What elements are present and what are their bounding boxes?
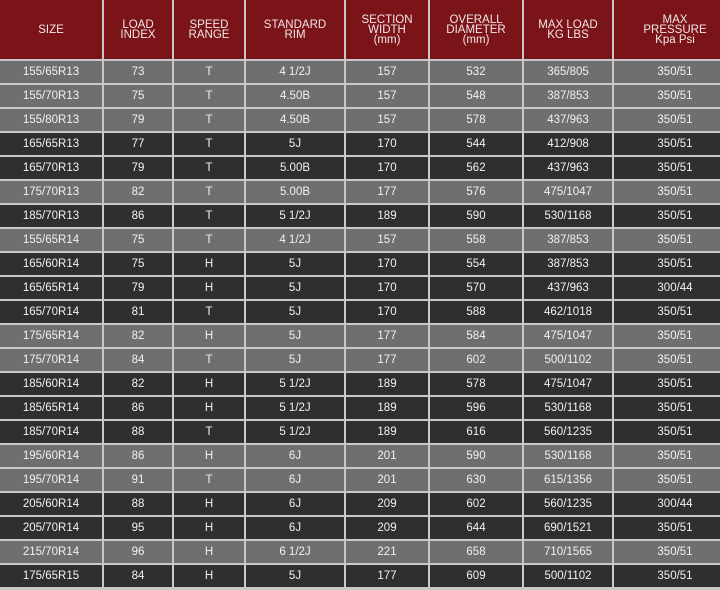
cell-overall-diameter: 584 (430, 325, 522, 347)
cell-size: 175/70R14 (0, 349, 102, 371)
cell-overall-diameter: 609 (430, 565, 522, 587)
header-size (0, 0, 102, 59)
cell-max-load: 710/1565 (524, 541, 612, 563)
table-row (0, 277, 720, 299)
cell-max-load: 437/963 (524, 109, 612, 131)
header-row (0, 0, 720, 59)
cell-max-load: 387/853 (524, 229, 612, 251)
cell-standard-rim: 5.00B (246, 181, 344, 203)
header-max-pressure (614, 0, 720, 59)
cell-max-pressure: 350/51 (614, 229, 720, 251)
cell-standard-rim: 5J (246, 277, 344, 299)
cell-max-load: 462/1018 (524, 301, 612, 323)
cell-speed-range: T (174, 85, 244, 107)
cell-section-width: 201 (346, 469, 428, 491)
table-row (0, 469, 720, 491)
cell-size: 205/70R14 (0, 517, 102, 539)
cell-size: 165/70R14 (0, 301, 102, 323)
cell-section-width: 170 (346, 277, 428, 299)
table-row (0, 565, 720, 587)
cell-max-load: 530/1168 (524, 445, 612, 467)
cell-load-index: 86 (104, 397, 172, 419)
cell-max-load: 437/963 (524, 277, 612, 299)
cell-load-index: 86 (104, 445, 172, 467)
cell-speed-range: T (174, 421, 244, 443)
cell-max-pressure: 350/51 (614, 205, 720, 227)
table-row (0, 421, 720, 443)
cell-overall-diameter: 616 (430, 421, 522, 443)
table-row (0, 157, 720, 179)
cell-load-index: 81 (104, 301, 172, 323)
header-line: SECTION (361, 13, 413, 26)
cell-max-pressure: 350/51 (614, 109, 720, 131)
cell-overall-diameter: 548 (430, 85, 522, 107)
cell-overall-diameter: 532 (430, 61, 522, 83)
cell-standard-rim: 4 1/2J (246, 229, 344, 251)
cell-speed-range: H (174, 373, 244, 395)
cell-size: 195/60R14 (0, 445, 102, 467)
cell-load-index: 75 (104, 229, 172, 251)
cell-size: 175/70R13 (0, 181, 102, 203)
cell-standard-rim: 5 1/2J (246, 421, 344, 443)
cell-standard-rim: 5 1/2J (246, 397, 344, 419)
cell-max-pressure: 350/51 (614, 133, 720, 155)
cell-load-index: 75 (104, 253, 172, 275)
cell-max-load: 387/853 (524, 253, 612, 275)
cell-section-width: 177 (346, 325, 428, 347)
cell-load-index: 82 (104, 181, 172, 203)
cell-section-width: 157 (346, 85, 428, 107)
table-row (0, 373, 720, 395)
cell-section-width: 170 (346, 133, 428, 155)
cell-max-pressure: 350/51 (614, 517, 720, 539)
cell-section-width: 221 (346, 541, 428, 563)
cell-overall-diameter: 590 (430, 445, 522, 467)
cell-size: 185/70R14 (0, 421, 102, 443)
cell-max-pressure: 350/51 (614, 157, 720, 179)
header-section-width (346, 0, 428, 59)
cell-speed-range: T (174, 157, 244, 179)
cell-size: 175/65R14 (0, 325, 102, 347)
header-line: DIAMETER (446, 23, 506, 36)
cell-size: 205/60R14 (0, 493, 102, 515)
header-line: SIZE (38, 23, 64, 36)
cell-speed-range: H (174, 493, 244, 515)
cell-overall-diameter: 596 (430, 397, 522, 419)
table-row (0, 445, 720, 467)
cell-load-index: 86 (104, 205, 172, 227)
cell-size: 175/65R15 (0, 565, 102, 587)
cell-section-width: 177 (346, 349, 428, 371)
cell-max-pressure: 350/51 (614, 373, 720, 395)
cell-load-index: 79 (104, 277, 172, 299)
cell-standard-rim: 4.50B (246, 109, 344, 131)
cell-max-pressure: 350/51 (614, 421, 720, 443)
cell-speed-range: T (174, 109, 244, 131)
cell-max-pressure: 350/51 (614, 565, 720, 587)
cell-max-load: 475/1047 (524, 181, 612, 203)
cell-max-load: 475/1047 (524, 373, 612, 395)
cell-speed-range: T (174, 181, 244, 203)
cell-section-width: 170 (346, 253, 428, 275)
cell-max-load: 530/1168 (524, 397, 612, 419)
cell-load-index: 79 (104, 109, 172, 131)
cell-speed-range: H (174, 253, 244, 275)
cell-overall-diameter: 590 (430, 205, 522, 227)
cell-load-index: 95 (104, 517, 172, 539)
header-line: RANGE (188, 28, 230, 41)
header-line: PRESSURE (643, 23, 707, 36)
cell-speed-range: T (174, 133, 244, 155)
table-row (0, 541, 720, 563)
cell-size: 155/80R13 (0, 109, 102, 131)
cell-max-load: 690/1521 (524, 517, 612, 539)
cell-load-index: 82 (104, 373, 172, 395)
cell-standard-rim: 6J (246, 469, 344, 491)
cell-overall-diameter: 544 (430, 133, 522, 155)
cell-standard-rim: 6J (246, 493, 344, 515)
cell-section-width: 189 (346, 397, 428, 419)
table-row (0, 325, 720, 347)
cell-max-pressure: 350/51 (614, 301, 720, 323)
cell-section-width: 189 (346, 205, 428, 227)
cell-speed-range: H (174, 541, 244, 563)
cell-max-load: 365/805 (524, 61, 612, 83)
cell-overall-diameter: 578 (430, 109, 522, 131)
cell-max-pressure: 350/51 (614, 541, 720, 563)
cell-size: 155/65R14 (0, 229, 102, 251)
cell-size: 155/70R13 (0, 85, 102, 107)
cell-standard-rim: 5J (246, 133, 344, 155)
cell-max-pressure: 350/51 (614, 469, 720, 491)
cell-load-index: 88 (104, 421, 172, 443)
cell-overall-diameter: 554 (430, 253, 522, 275)
cell-size: 165/65R14 (0, 277, 102, 299)
header-line: MAX (662, 13, 688, 26)
cell-standard-rim: 4 1/2J (246, 61, 344, 83)
cell-section-width: 177 (346, 565, 428, 587)
cell-max-load: 387/853 (524, 85, 612, 107)
table-row (0, 133, 720, 155)
header-line: Kpa Psi (655, 33, 695, 46)
cell-speed-range: T (174, 61, 244, 83)
header-line: STANDARD (263, 18, 327, 31)
header-line: SPEED (189, 18, 229, 31)
cell-speed-range: H (174, 565, 244, 587)
cell-overall-diameter: 602 (430, 349, 522, 371)
table-row (0, 493, 720, 515)
cell-max-load: 615/1356 (524, 469, 612, 491)
header-line: OVERALL (449, 13, 503, 26)
cell-size: 165/65R13 (0, 133, 102, 155)
cell-standard-rim: 5J (246, 325, 344, 347)
cell-size: 165/70R13 (0, 157, 102, 179)
cell-load-index: 84 (104, 349, 172, 371)
header-line: (mm) (462, 33, 490, 46)
cell-overall-diameter: 658 (430, 541, 522, 563)
cell-max-pressure: 350/51 (614, 445, 720, 467)
header-line: LOAD (122, 18, 154, 31)
cell-standard-rim: 5J (246, 301, 344, 323)
cell-max-pressure: 350/51 (614, 85, 720, 107)
cell-load-index: 84 (104, 565, 172, 587)
cell-size: 165/60R14 (0, 253, 102, 275)
cell-max-load: 560/1235 (524, 421, 612, 443)
table-row (0, 349, 720, 371)
cell-section-width: 189 (346, 373, 428, 395)
table-row (0, 517, 720, 539)
cell-load-index: 96 (104, 541, 172, 563)
cell-standard-rim: 5.00B (246, 157, 344, 179)
cell-max-pressure: 350/51 (614, 61, 720, 83)
cell-standard-rim: 5 1/2J (246, 205, 344, 227)
cell-load-index: 77 (104, 133, 172, 155)
table-row (0, 181, 720, 203)
cell-max-pressure: 350/51 (614, 325, 720, 347)
cell-section-width: 170 (346, 301, 428, 323)
cell-speed-range: H (174, 445, 244, 467)
cell-speed-range: T (174, 301, 244, 323)
cell-overall-diameter: 558 (430, 229, 522, 251)
cell-max-load: 560/1235 (524, 493, 612, 515)
cell-overall-diameter: 576 (430, 181, 522, 203)
cell-speed-range: H (174, 325, 244, 347)
cell-load-index: 82 (104, 325, 172, 347)
cell-load-index: 88 (104, 493, 172, 515)
cell-standard-rim: 6J (246, 445, 344, 467)
cell-max-pressure: 350/51 (614, 397, 720, 419)
cell-standard-rim: 5J (246, 349, 344, 371)
cell-size: 185/70R13 (0, 205, 102, 227)
cell-standard-rim: 4.50B (246, 85, 344, 107)
cell-max-load: 475/1047 (524, 325, 612, 347)
cell-overall-diameter: 630 (430, 469, 522, 491)
cell-overall-diameter: 588 (430, 301, 522, 323)
cell-speed-range: T (174, 205, 244, 227)
cell-max-pressure: 350/51 (614, 181, 720, 203)
cell-speed-range: H (174, 397, 244, 419)
header-load-index (104, 0, 172, 59)
cell-section-width: 177 (346, 181, 428, 203)
cell-section-width: 209 (346, 493, 428, 515)
table-row (0, 61, 720, 83)
cell-overall-diameter: 562 (430, 157, 522, 179)
cell-size: 185/65R14 (0, 397, 102, 419)
cell-section-width: 157 (346, 229, 428, 251)
header-line: KG LBS (547, 28, 589, 41)
cell-speed-range: H (174, 277, 244, 299)
cell-overall-diameter: 578 (430, 373, 522, 395)
table-row (0, 229, 720, 251)
cell-load-index: 75 (104, 85, 172, 107)
cell-max-load: 412/908 (524, 133, 612, 155)
cell-speed-range: T (174, 229, 244, 251)
header-line: (mm) (373, 33, 401, 46)
table-row (0, 85, 720, 107)
cell-standard-rim: 5J (246, 565, 344, 587)
cell-load-index: 79 (104, 157, 172, 179)
header-line: MAX LOAD (538, 18, 598, 31)
table-row (0, 397, 720, 419)
cell-speed-range: T (174, 349, 244, 371)
cell-max-load: 500/1102 (524, 349, 612, 371)
cell-size: 185/60R14 (0, 373, 102, 395)
cell-speed-range: H (174, 517, 244, 539)
cell-section-width: 189 (346, 421, 428, 443)
cell-standard-rim: 5 1/2J (246, 373, 344, 395)
cell-size: 215/70R14 (0, 541, 102, 563)
header-max-load (524, 0, 612, 59)
cell-overall-diameter: 644 (430, 517, 522, 539)
cell-section-width: 157 (346, 109, 428, 131)
header-standard-rim (246, 0, 344, 59)
header-line: INDEX (120, 28, 156, 41)
cell-overall-diameter: 570 (430, 277, 522, 299)
table-row (0, 205, 720, 227)
cell-max-pressure: 350/51 (614, 349, 720, 371)
table-row (0, 301, 720, 323)
cell-max-pressure: 300/44 (614, 493, 720, 515)
cell-size: 195/70R14 (0, 469, 102, 491)
cell-section-width: 201 (346, 445, 428, 467)
header-line: RIM (284, 28, 306, 41)
header-line: WIDTH (368, 23, 406, 36)
cell-overall-diameter: 602 (430, 493, 522, 515)
cell-max-load: 530/1168 (524, 205, 612, 227)
cell-size: 155/65R13 (0, 61, 102, 83)
cell-standard-rim: 6J (246, 517, 344, 539)
table-row (0, 109, 720, 131)
cell-section-width: 157 (346, 61, 428, 83)
header-speed-range (174, 0, 244, 59)
cell-load-index: 91 (104, 469, 172, 491)
header-overall-diameter (430, 0, 522, 59)
cell-standard-rim: 6 1/2J (246, 541, 344, 563)
cell-section-width: 170 (346, 157, 428, 179)
cell-max-pressure: 300/44 (614, 277, 720, 299)
cell-standard-rim: 5J (246, 253, 344, 275)
cell-speed-range: T (174, 469, 244, 491)
table-row (0, 253, 720, 275)
cell-max-pressure: 350/51 (614, 253, 720, 275)
cell-section-width: 209 (346, 517, 428, 539)
cell-load-index: 73 (104, 61, 172, 83)
cell-max-load: 437/963 (524, 157, 612, 179)
cell-max-load: 500/1102 (524, 565, 612, 587)
